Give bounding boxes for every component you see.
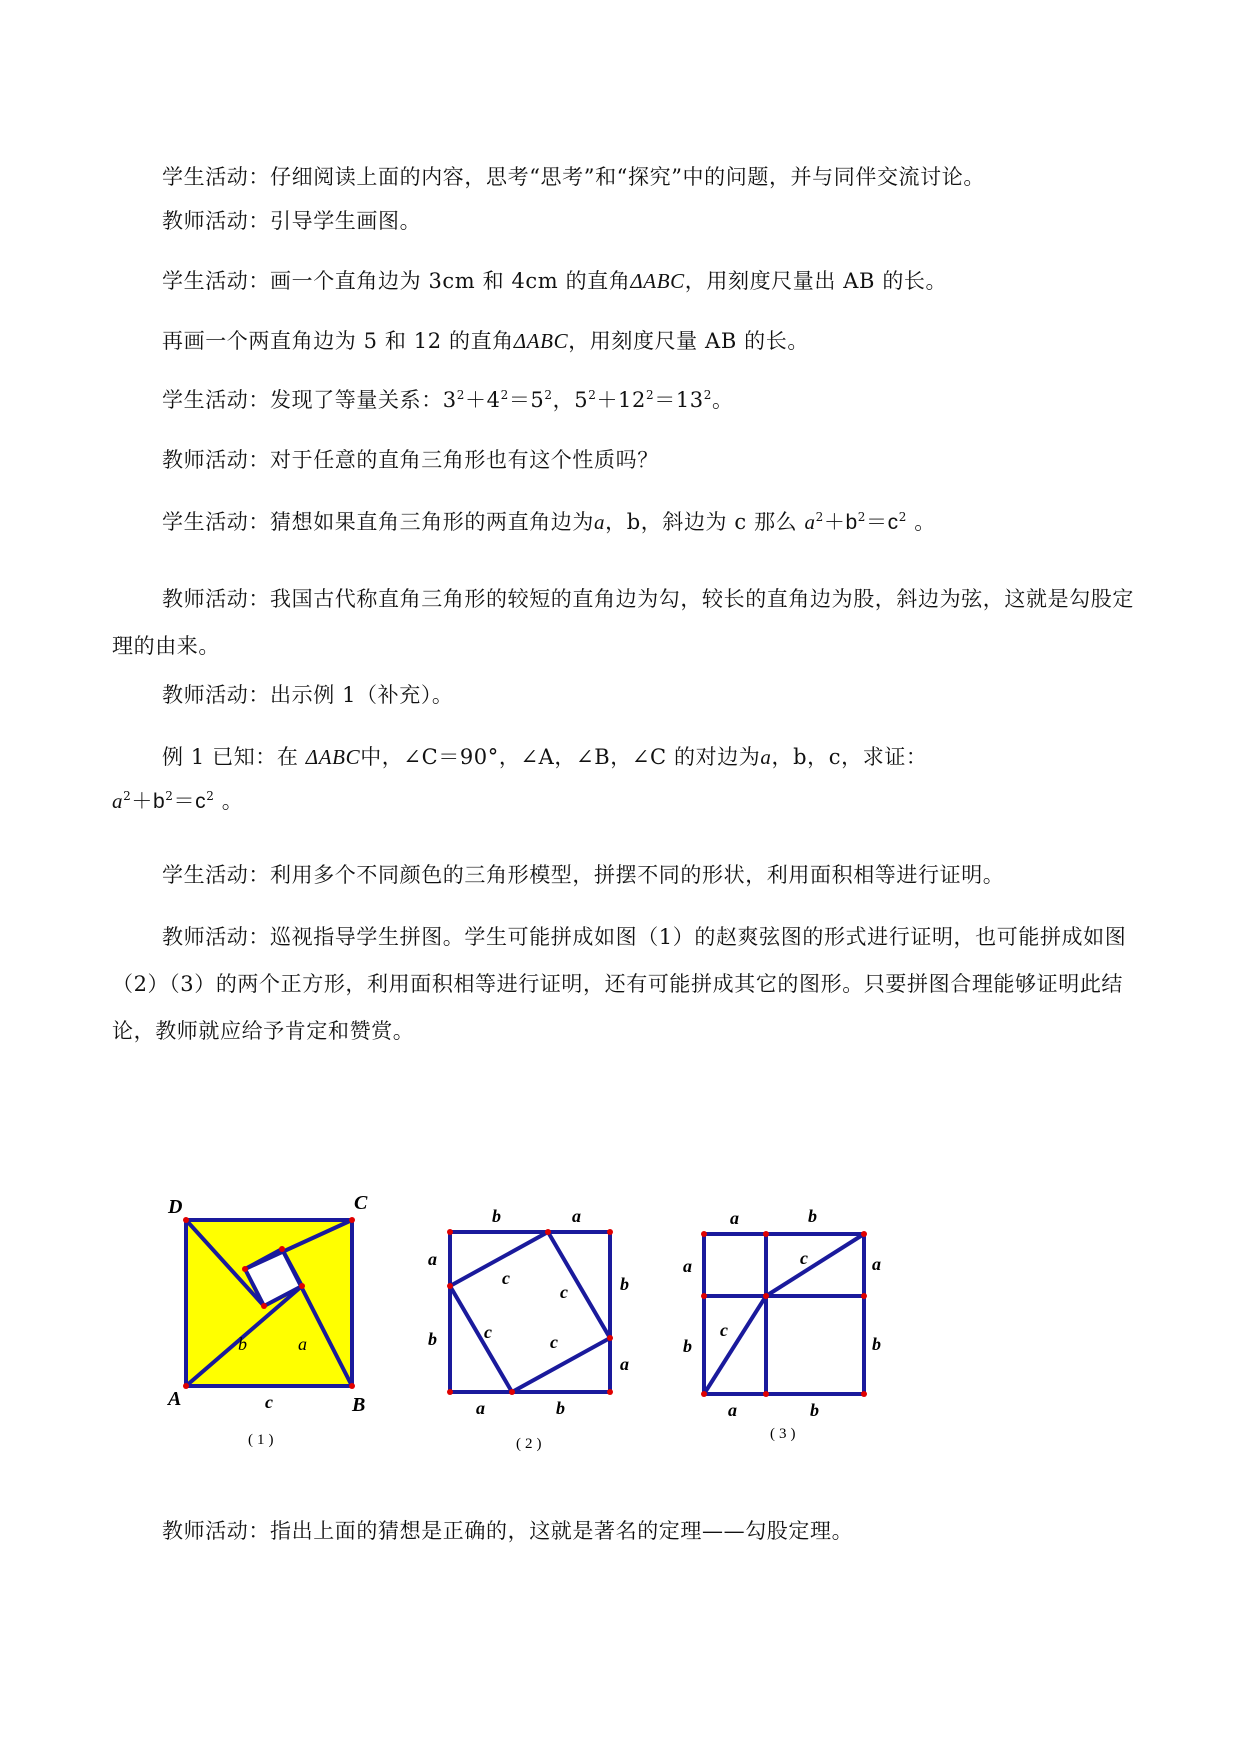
paragraph-draw-triangle-5-12: 再画一个两直角边为 5 和 12 的直角ΔABC，用刻度尺量 AB 的长。 [162,329,809,353]
label-b: b [238,1334,247,1354]
label-bottom-a: a [728,1400,737,1420]
diagonal-upper [766,1234,864,1296]
paragraph-triangle-models: 学生活动：利用多个不同颜色的三角形模型，拼摆不同的形状，利用面积相等进行证明。 [162,863,1005,887]
label-top-b: b [492,1206,501,1226]
paragraph-gougu-origin: 教师活动：我国古代称直角三角形的较短的直角边为勾，较长的直角边为股，斜边为弦，这就是勾股定理的由来。 [112,587,1134,658]
label-bottom-b: b [810,1400,819,1420]
label-bottom-a: a [476,1398,485,1418]
figure-3-square [680,1180,920,1470]
caption-2: (2) [516,1436,546,1452]
label-C: C [354,1192,368,1214]
label-c: c [265,1392,273,1412]
label-right-a: a [620,1354,629,1374]
outer-square [704,1234,864,1394]
caption-3: (3) [770,1426,800,1442]
paragraph-teacher-patrol: 教师活动：巡视指导学生拼图。学生可能拼成如图（1）的赵爽弦图的形式进行证明，也可能拼成如图（2）（3）的两个正方形，利用面积相等进行证明，还有可能拼成其它的图形。只要拼图合理能够证明此结论，教师就应给予肯定和赞赏。 [112,925,1127,1043]
label-left-a: a [683,1256,692,1276]
label-top-b: b [808,1206,817,1226]
label-right-b: b [872,1334,881,1354]
diagonal-lower [704,1296,766,1394]
figure-1-svg [160,1180,390,1470]
paragraph-any-right-triangle: 教师活动：对于任意的直角三角形也有这个性质吗？ [162,448,659,472]
figure-3-svg [680,1180,920,1470]
vertex-dots [447,1229,613,1395]
label-left-b: b [683,1336,692,1356]
figure-2-square [420,1180,660,1470]
label-D: D [168,1196,183,1218]
label-bottom-b: b [556,1398,565,1418]
label-c-1: c [800,1248,808,1268]
label-c-2: c [560,1282,568,1302]
label-A: A [168,1388,182,1410]
label-c-3: c [484,1322,492,1342]
label-a: a [298,1334,307,1354]
label-top-a: a [730,1208,739,1228]
paragraph-example-1-formula: $a^2+b^2=c^2$ 。 [112,789,244,813]
paragraph-draw-triangle-3-4: 学生活动：画一个直角边为 3cm 和 4cm 的直角ΔABC，用刻度尺量出 AB 的长。 [162,269,948,293]
label-top-a: a [572,1206,581,1226]
paragraph-teacher-guide-drawing: 教师活动：引导学生画图。 [162,209,422,233]
label-c-4: c [550,1332,558,1352]
label-left-b: b [428,1329,437,1349]
paragraph-gougu-theorem: 教师活动：指出上面的猜想是正确的，这就是著名的定理——勾股定理。 [162,1519,854,1543]
tilted-square [450,1232,610,1392]
paragraph-equality-found: 学生活动：发现了等量关系：$3^2+4^2=5^2$，$5^2+12^2=13^2$。 [162,388,734,412]
paragraph-conjecture: 学生活动：猜想如果直角三角形的两直角边为a，b，斜边为 c 那么 $a^2+b^2=c^2$ 。 [162,510,936,534]
label-right-a: a [872,1254,881,1274]
label-left-a: a [428,1249,437,1269]
vertex-dots [701,1231,867,1397]
paragraph-example-1: 例 1 已知：在 ΔABC中，∠C＝90°，∠A，∠B，∠C 的对边为a，b，c，求证： [162,745,928,769]
figure-1-zhao-shuang [160,1180,390,1470]
paragraph-show-example: 教师活动：出示例 1（补充）。 [162,683,454,707]
caption-1: (1) [248,1432,278,1448]
outer-square [450,1232,610,1392]
label-c-2: c [720,1320,728,1340]
label-c-1: c [502,1268,510,1288]
figure-2-svg [420,1180,660,1470]
label-B: B [352,1394,366,1416]
label-right-b: b [620,1274,629,1294]
paragraph-student-reading: 学生活动：仔细阅读上面的内容，思考“思考”和“探究”中的问题，并与同伴交流讨论。 [162,165,985,189]
